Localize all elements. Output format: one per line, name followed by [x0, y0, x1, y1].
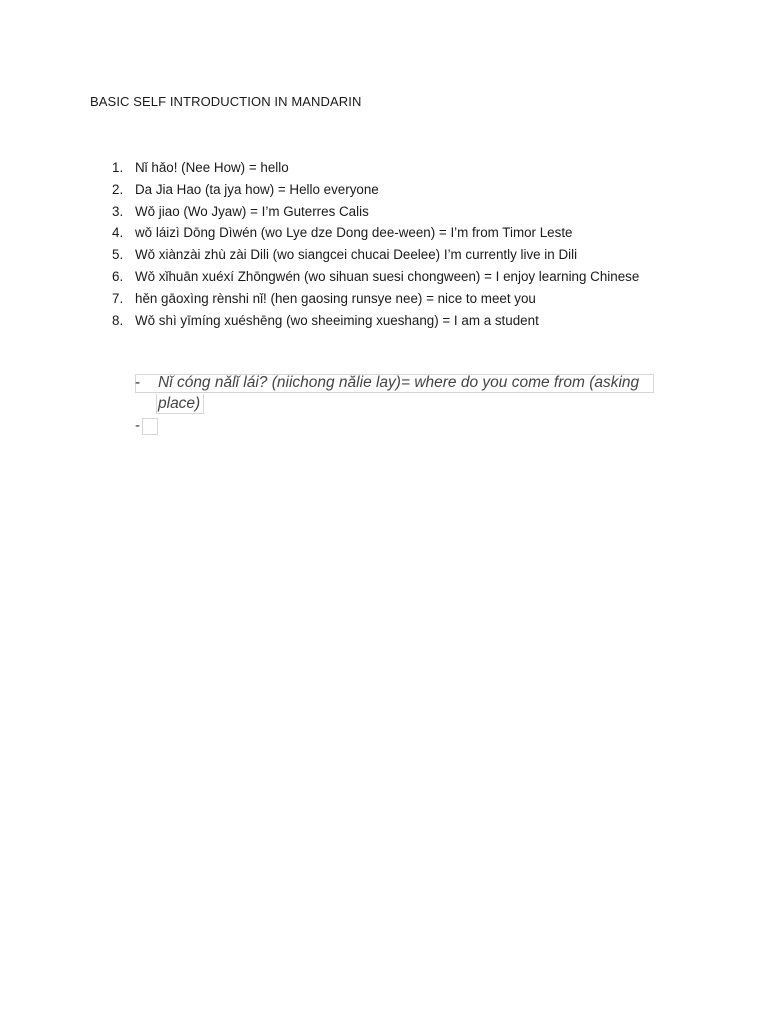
list-number: 7.	[112, 290, 124, 306]
list-item-text: Wǒ xiànzài zhù zài Dili (wo siangcei chucai Deelee) I’m currently live in Dili	[135, 247, 578, 263]
list-number: 8.	[112, 312, 124, 328]
bullet-marker: -	[135, 374, 141, 391]
list-item-text: Da Jia Hao (ta jya how) = Hello everyone	[135, 181, 379, 197]
list-number: 6.	[112, 268, 124, 284]
list-item-text: Wǒ shì yīmíng xuéshēng (wo sheeiming xueshang) = I am a student	[135, 312, 539, 328]
document-title: BASIC SELF INTRODUCTION IN MANDARIN	[90, 94, 362, 109]
list-item-text: Nǐ hǎo! (Nee How) = hello	[135, 160, 289, 175]
list-item-text: hěn gāoxìng rènshi nǐ! (hen gaosing runsye nee) = nice to meet you	[135, 290, 536, 306]
list-number: 5.	[112, 247, 124, 263]
list-item-text: wǒ láizì Dōng Dìwén (wo Lye dze Dong dee-ween) = I’m from Timor Leste	[135, 225, 573, 241]
list-item-text: Wǒ xǐhuān xuéxí Zhōngwén (wo sihuan suesi chongween) = I enjoy learning Chinese	[135, 268, 640, 284]
list-number: 1.	[112, 160, 124, 175]
list-item-text: Wǒ jiao (Wo Jyaw) = I’m Guterres Calis	[135, 203, 369, 219]
list-number: 4.	[112, 225, 124, 241]
list-number: 2.	[112, 181, 124, 197]
bullet-text: Nǐ cóng nǎlǐ lái? (niichong nălie lay)= where do you come from (asking place)	[158, 374, 640, 412]
bullet-marker: -	[135, 417, 140, 434]
list-number: 3.	[112, 203, 124, 219]
empty-text-frame[interactable]	[142, 418, 158, 435]
